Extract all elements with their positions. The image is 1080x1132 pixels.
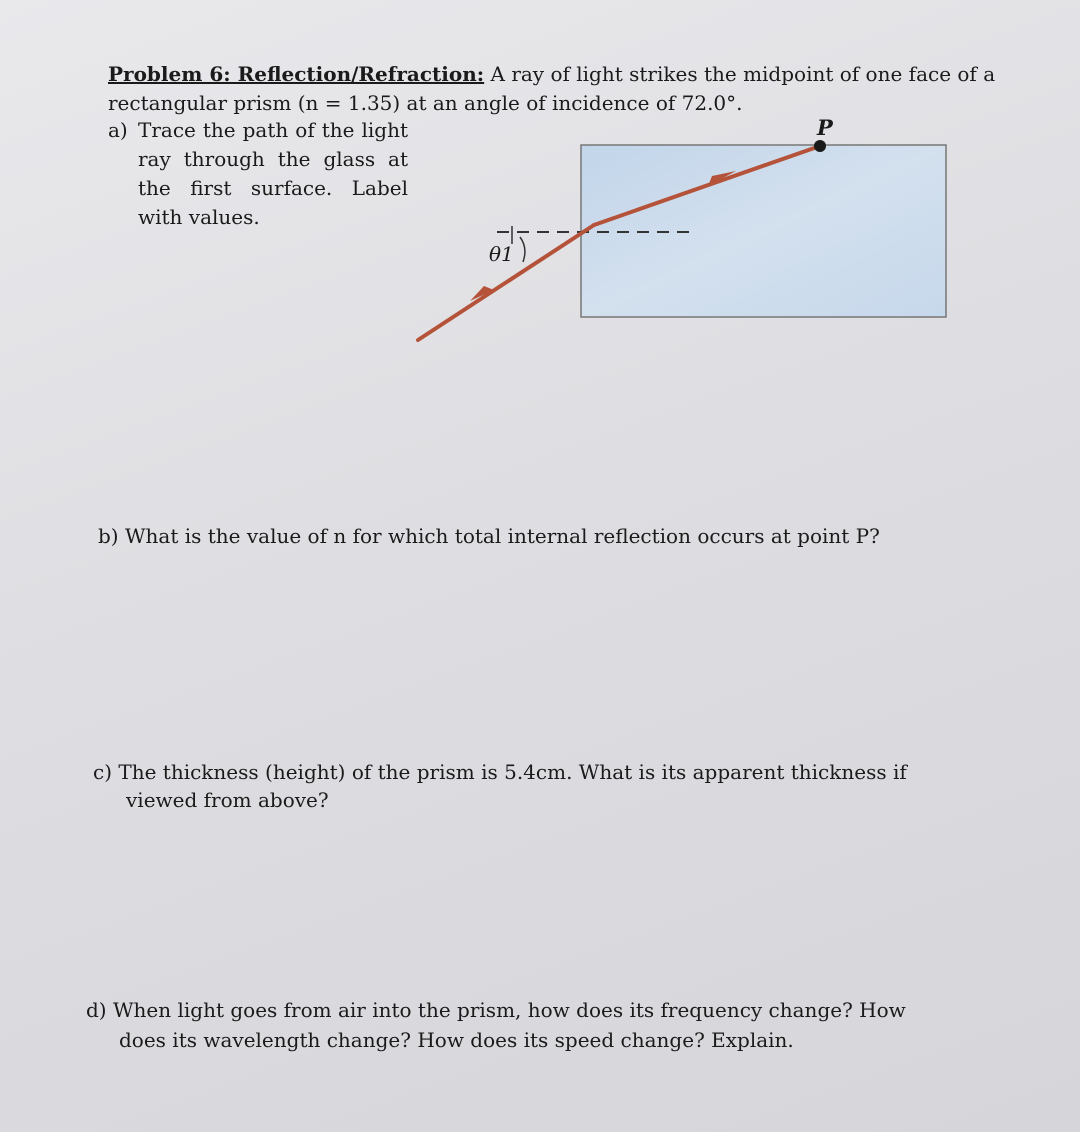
part-b-question [98, 522, 880, 550]
prism-rectangle [581, 145, 946, 317]
part-d-letter: d) [86, 998, 107, 1022]
angle-arc [520, 237, 525, 262]
problem-intro-line2: rectangular prism (n = 1.35) at an angle of incidence of 72.0°. [108, 91, 743, 115]
point-p-label: P [817, 115, 833, 140]
point-p-dot [814, 140, 826, 152]
part-a-text: Trace the path of the light ray through the glass at the first surface. Label with values. [138, 118, 408, 229]
part-a-letter: a) [108, 118, 128, 142]
part-c-line2: viewed from above? [126, 788, 329, 812]
part-c-question [93, 758, 907, 786]
part-c-letter: c) [93, 760, 113, 784]
part-d-line1: When light goes from air into the prism, how does its frequency change? How [112, 998, 906, 1022]
problem-heading: Problem 6: Reflection/Refraction: [108, 62, 485, 86]
problem-intro-text: A ray of light strikes the midpoint of one face of a [484, 62, 996, 86]
angle-theta-label: θ1 [489, 242, 514, 266]
part-b-letter: b) [98, 524, 119, 548]
part-c-line1: The thickness (height) of the prism is 5.4cm. What is its apparent thickness if [118, 760, 907, 784]
part-b-text: What is the value of n for which total internal reflection occurs at point P? [124, 524, 880, 548]
part-d-question [86, 996, 906, 1024]
part-d-line2: does its wavelength change? How does its speed change? Explain. [119, 1028, 794, 1052]
